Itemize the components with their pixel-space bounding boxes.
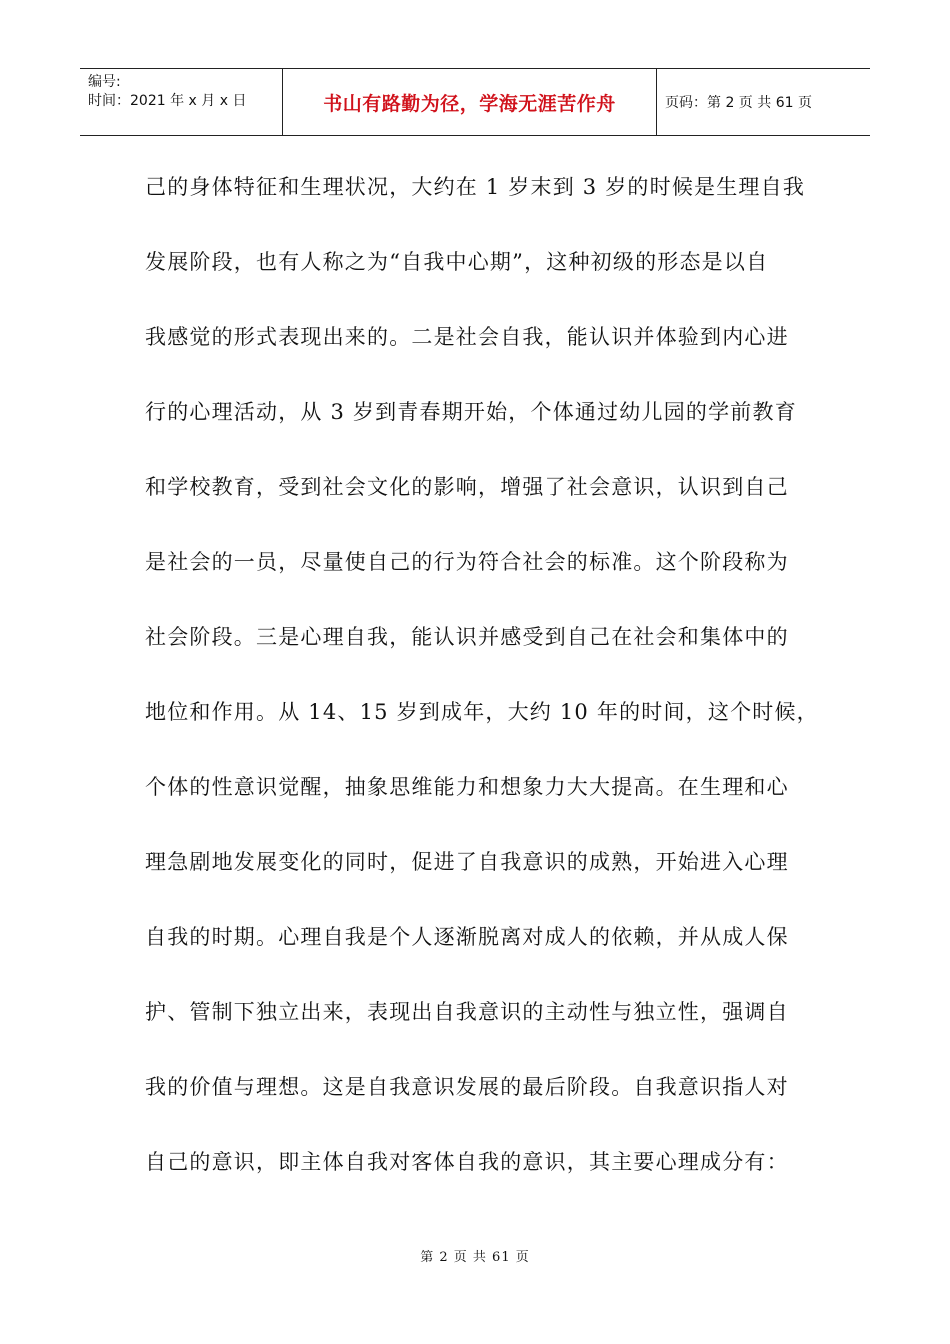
header-page-info: 页码：第 2 页 共 61 页 [665, 95, 812, 111]
body-line: 我感觉的形式表现出来的。二是社会自我，能认识并体验到内心进 [145, 325, 789, 349]
body-line: 自我的时期。心理自我是个人逐渐脱离对成人的依赖，并从成人保 [145, 925, 789, 949]
body-line: 是社会的一员，尽量使自己的行为符合社会的标准。这个阶段称为 [145, 550, 789, 574]
body-line: 和学校教育，受到社会文化的影响，增强了社会意识，认识到自己 [145, 475, 789, 499]
body-line: 我的价值与理想。这是自我意识发展的最后阶段。自我意识指人对 [145, 1075, 789, 1099]
header-motto-cell [283, 69, 657, 135]
document-time-label: 时间：2021 年 x 月 x 日 [88, 93, 247, 109]
body-line: 发展阶段，也有人称之为“自我中心期”，这种初级的形态是以自 [145, 250, 769, 274]
body-line: 自己的意识，即主体自我对客体自我的意识，其主要心理成分有： [145, 1150, 789, 1174]
header-motto: 书山有路勤为径，学海无涯苦作舟 [323, 92, 616, 115]
body-line: 理急剧地发展变化的同时，促进了自我意识的成熟，开始进入心理 [145, 850, 789, 874]
body-line: 护、管制下独立出来，表现出自我意识的主动性与独立性，强调自 [145, 1000, 789, 1024]
body-line: 个体的性意识觉醒，抽象思维能力和想象力大大提高。在生理和心 [145, 775, 789, 799]
body-line: 地位和作用。从 14、15 岁到成年，大约 10 年的时间，这个时候， [145, 700, 819, 724]
body-line: 己的身体特征和生理状况，大约在 1 岁末到 3 岁的时候是生理自我 [145, 175, 806, 199]
header-page-cell [657, 69, 870, 135]
header-meta-cell [80, 69, 283, 135]
body-line: 社会阶段。三是心理自我，能认识并感受到自己在社会和集体中的 [145, 625, 789, 649]
body-text [145, 150, 819, 1200]
page-footer: 第 2 页 共 61 页 [420, 1250, 530, 1265]
body-line: 行的心理活动，从 3 岁到青春期开始，个体通过幼儿园的学前教育 [145, 400, 797, 424]
document-number-label: 编号: [88, 74, 121, 90]
document-header [80, 68, 870, 136]
